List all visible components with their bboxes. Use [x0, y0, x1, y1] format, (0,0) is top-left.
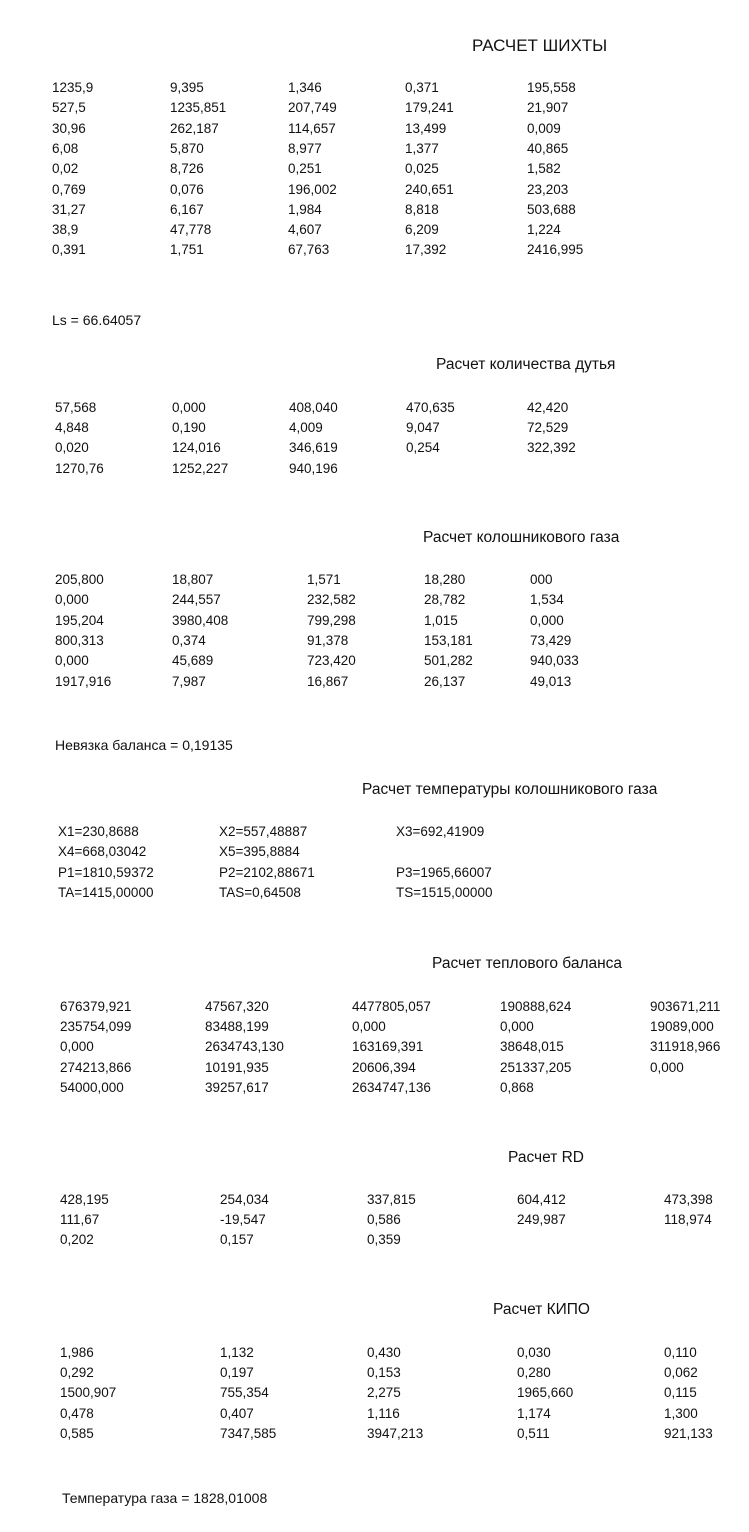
table-cell: 235754,099: [60, 1019, 132, 1034]
table-cell: 0,371: [405, 80, 439, 95]
table-cell: 940,196: [289, 461, 338, 476]
table-cell: 0,000: [500, 1019, 534, 1034]
table-cell: 0,478: [60, 1406, 94, 1421]
table-cell: 42,420: [527, 400, 569, 415]
table-cell: 0,251: [288, 161, 322, 176]
table-cell: X5=395,8884: [219, 844, 300, 859]
table-cell: 0,000: [60, 1039, 94, 1054]
table-cell: 16,867: [307, 674, 349, 689]
table-cell: 1,534: [530, 592, 564, 607]
table-cell: 262,187: [170, 121, 219, 136]
table-cell: 4,009: [289, 420, 323, 435]
table-cell: 10191,935: [205, 1060, 269, 1075]
table-cell: TAS=0,64508: [219, 885, 301, 900]
table-cell: 0,110: [664, 1345, 697, 1360]
table-cell: 21,907: [527, 100, 569, 115]
table-cell: 0,190: [172, 420, 206, 435]
table-cell: 8,818: [405, 202, 439, 217]
table-cell: 4,848: [55, 420, 89, 435]
table-cell: 723,420: [307, 653, 356, 668]
table-cell: 18,280: [424, 572, 466, 587]
table-cell: P2=2102,88671: [219, 865, 315, 880]
table-cell: 0,000: [530, 613, 564, 628]
table-cell: 39257,617: [205, 1080, 269, 1095]
table-cell: TS=1515,00000: [396, 885, 493, 900]
section-title: Расчет теплового баланса: [432, 955, 623, 972]
table-cell: 0,254: [406, 440, 440, 455]
table-cell: 1,571: [307, 572, 341, 587]
table-cell: 8,726: [170, 161, 204, 176]
section-title: Расчет количества дутья: [436, 356, 616, 373]
table-cell: 1,300: [664, 1406, 698, 1421]
table-cell: 0,076: [170, 182, 204, 197]
table-cell: 428,195: [60, 1192, 109, 1207]
table-cell: 3947,213: [367, 1426, 424, 1441]
table-cell: 408,040: [289, 400, 338, 415]
table-cell: 0,511: [517, 1426, 550, 1441]
table-cell: 473,398: [664, 1192, 713, 1207]
table-cell: 0,062: [664, 1365, 698, 1380]
table-cell: 179,241: [405, 100, 454, 115]
table-cell: 19089,000: [650, 1019, 714, 1034]
table-cell: 28,782: [424, 592, 466, 607]
table-cell: 196,002: [288, 182, 337, 197]
result-line: Температура газа = 1828,01008: [62, 1490, 268, 1506]
section-title: Расчет колошникового газа: [423, 529, 620, 546]
table-cell: 45,689: [172, 653, 214, 668]
table-cell: 1235,851: [170, 100, 227, 115]
table-cell: 503,688: [527, 202, 576, 217]
table-cell: 322,392: [527, 440, 576, 455]
table-cell: 47567,320: [205, 999, 269, 1014]
table-cell: 0,374: [172, 633, 206, 648]
table-cell: 0,115: [664, 1385, 697, 1400]
table-cell: 0,000: [650, 1060, 684, 1075]
table-cell: 799,298: [307, 613, 356, 628]
table-cell: 72,529: [527, 420, 569, 435]
table-cell: 23,203: [527, 182, 569, 197]
table-cell: 195,204: [55, 613, 104, 628]
table-cell: 0,02: [52, 161, 79, 176]
table-cell: P1=1810,59372: [58, 865, 154, 880]
table-cell: 0,868: [500, 1080, 534, 1095]
table-cell: 18,807: [172, 572, 214, 587]
table-cell: X2=557,48887: [219, 824, 308, 839]
table-cell: 1,116: [367, 1406, 400, 1421]
table-cell: 1252,227: [172, 461, 229, 476]
table-cell: 249,987: [517, 1212, 566, 1227]
table-cell: 73,429: [530, 633, 572, 648]
table-cell: 0,359: [367, 1232, 401, 1247]
table-cell: 6,08: [52, 141, 79, 156]
section-title: Расчет RD: [508, 1149, 584, 1166]
table-cell: 1,582: [527, 161, 561, 176]
table-cell: 118,974: [664, 1212, 712, 1227]
table-cell: 38,9: [52, 222, 79, 237]
table-cell: 921,133: [664, 1426, 713, 1441]
table-cell: 163169,391: [352, 1039, 424, 1054]
table-cell: 1,986: [60, 1345, 94, 1360]
table-cell: X1=230,8688: [58, 824, 139, 839]
table-cell: 346,619: [289, 440, 338, 455]
table-cell: 38648,015: [500, 1039, 564, 1054]
table-cell: 20606,394: [352, 1060, 416, 1075]
table-cell: 13,499: [405, 121, 447, 136]
section-title: Расчет КИПО: [493, 1301, 590, 1318]
table-cell: 470,635: [406, 400, 455, 415]
table-cell: 274213,866: [60, 1060, 132, 1075]
table-cell: 0,020: [55, 440, 89, 455]
table-cell: 800,313: [55, 633, 104, 648]
table-cell: TA=1415,00000: [58, 885, 154, 900]
table-cell: 8,977: [288, 141, 322, 156]
table-cell: X4=668,03042: [58, 844, 147, 859]
table-cell: 311918,966: [650, 1039, 721, 1054]
table-cell: 91,378: [307, 633, 349, 648]
table-cell: 31,27: [52, 202, 86, 217]
table-cell: 6,209: [405, 222, 439, 237]
table-cell: 1917,916: [55, 674, 112, 689]
table-cell: 755,354: [220, 1385, 269, 1400]
table-cell: P3=1965,66007: [396, 865, 492, 880]
table-cell: 527,5: [52, 100, 86, 115]
result-line: Ls = 66.64057: [52, 312, 142, 328]
table-cell: 4477805,057: [352, 999, 431, 1014]
table-cell: 3980,408: [172, 613, 229, 628]
table-cell: 0,430: [367, 1345, 401, 1360]
table-cell: 232,582: [307, 592, 356, 607]
table-cell: 2634743,130: [205, 1039, 284, 1054]
table-cell: 1,132: [220, 1345, 254, 1360]
table-cell: 2416,995: [527, 242, 584, 257]
table-cell: 124,016: [172, 440, 221, 455]
table-cell: 604,412: [517, 1192, 566, 1207]
table-cell: 17,392: [405, 242, 447, 257]
table-cell: 67,763: [288, 242, 330, 257]
table-cell: 1,174: [517, 1406, 551, 1421]
table-cell: 1235,9: [52, 80, 94, 95]
table-cell: 7347,585: [220, 1426, 277, 1441]
table-cell: 0,292: [60, 1365, 94, 1380]
table-cell: 240,651: [405, 182, 454, 197]
section-title: Расчет температуры колошникового газа: [362, 781, 658, 798]
table-cell: 4,607: [288, 222, 322, 237]
result-line: Невязка баланса = 0,19135: [55, 737, 233, 753]
table-cell: 1,015: [424, 613, 458, 628]
table-cell: 1,751: [170, 242, 204, 257]
table-cell: 49,013: [530, 674, 572, 689]
table-cell: 1965,660: [517, 1385, 574, 1400]
table-cell: 244,557: [172, 592, 221, 607]
table-cell: 5,870: [170, 141, 204, 156]
table-cell: 0,025: [405, 161, 439, 176]
table-cell: 1,984: [288, 202, 322, 217]
table-cell: 1270,76: [55, 461, 104, 476]
table-cell: 676379,921: [60, 999, 132, 1014]
table-cell: 30,96: [52, 121, 86, 136]
table-cell: 0,202: [60, 1232, 94, 1247]
table-cell: 0,157: [220, 1232, 254, 1247]
table-cell: 195,558: [527, 80, 576, 95]
table-cell: 501,282: [424, 653, 473, 668]
table-cell: 0,769: [52, 182, 86, 197]
table-cell: 9,047: [406, 420, 440, 435]
table-cell: 337,815: [367, 1192, 416, 1207]
table-cell: 111,67: [60, 1212, 100, 1227]
table-cell: 903671,211: [650, 999, 721, 1014]
table-cell: X3=692,41909: [396, 824, 485, 839]
table-cell: 0,153: [367, 1365, 401, 1380]
table-cell: 0,586: [367, 1212, 401, 1227]
table-cell: 0,000: [352, 1019, 386, 1034]
table-cell: 1,224: [527, 222, 561, 237]
table-cell: 1,346: [288, 80, 322, 95]
table-cell: 2,275: [367, 1385, 401, 1400]
table-cell: 000: [530, 572, 553, 587]
table-cell: 0,407: [220, 1406, 254, 1421]
table-cell: 2634747,136: [352, 1080, 431, 1095]
table-cell: 0,197: [220, 1365, 254, 1380]
table-cell: 251337,205: [500, 1060, 572, 1075]
table-cell: 940,033: [530, 653, 579, 668]
section-title: РАСЧЕТ ШИХТЫ: [472, 36, 608, 55]
table-cell: 254,034: [220, 1192, 269, 1207]
table-cell: 0,000: [55, 653, 89, 668]
table-cell: 83488,199: [205, 1019, 269, 1034]
table-cell: 205,800: [55, 572, 104, 587]
table-cell: 0,009: [527, 121, 561, 136]
table-cell: 40,865: [527, 141, 569, 156]
table-cell: 114,657: [288, 121, 336, 136]
table-cell: 54000,000: [60, 1080, 124, 1095]
table-cell: 1500,907: [60, 1385, 117, 1400]
table-cell: 0,280: [517, 1365, 551, 1380]
table-cell: 0,585: [60, 1426, 94, 1441]
table-cell: 0,391: [52, 242, 86, 257]
table-cell: 26,137: [424, 674, 466, 689]
table-cell: 0,000: [172, 400, 206, 415]
table-cell: 7,987: [172, 674, 206, 689]
table-cell: 190888,624: [500, 999, 572, 1014]
table-cell: 1,377: [405, 141, 439, 156]
table-cell: -19,547: [220, 1212, 266, 1227]
table-cell: 9,395: [170, 80, 204, 95]
table-cell: 0,000: [55, 592, 89, 607]
table-cell: 153,181: [424, 633, 473, 648]
table-cell: 47,778: [170, 222, 212, 237]
table-cell: 6,167: [170, 202, 204, 217]
table-cell: 57,568: [55, 400, 97, 415]
table-cell: 0,030: [517, 1345, 551, 1360]
table-cell: 207,749: [288, 100, 337, 115]
